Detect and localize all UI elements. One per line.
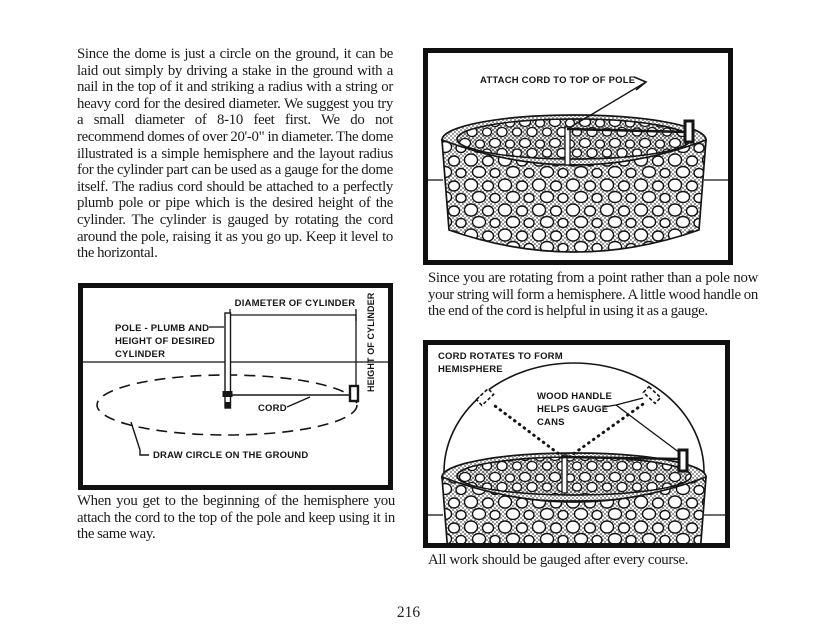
caption-gauge-every-course: All work should be gauged after every course. xyxy=(428,552,689,568)
pole-foot xyxy=(225,402,231,408)
paragraph-hemisphere-start: When you get to the beginning of the hemisphere you attach the cord to the top of the pole and keep using it in the same way. xyxy=(77,493,395,543)
cord-rotates-label-line2: HEMISPHERE xyxy=(438,364,503,375)
layout-diagram-frame xyxy=(78,283,393,490)
paragraph-hemisphere-gauge: Since you are rotating from a point rather than a pole now your string will form a hemisphere. A little wood handle on the end of the cord is helpful in using it as a gauge. xyxy=(428,270,758,320)
height-label: HEIGHT OF CYLINDER xyxy=(366,292,376,392)
attach-cord-label: ATTACH CORD TO TOP OF POLE xyxy=(480,75,636,86)
cylinder-diagram xyxy=(428,53,728,260)
cylinder-inner-cans xyxy=(457,457,691,495)
cord-handle xyxy=(685,121,693,142)
pole xyxy=(562,455,567,493)
page-number: 216 xyxy=(396,604,421,621)
wood-handle-label-line3: CANS xyxy=(537,417,565,428)
dome-diagram-frame xyxy=(423,340,730,548)
dome-diagram xyxy=(428,345,725,543)
draw-circle-label: DRAW CIRCLE ON THE GROUND xyxy=(153,450,309,461)
cord-rotates-label-line1: CORD ROTATES TO FORM xyxy=(438,351,563,362)
pole-label-line2: HEIGHT OF DESIRED xyxy=(115,336,215,347)
cord-handle xyxy=(679,450,687,471)
pole xyxy=(565,127,570,165)
cord-anchor xyxy=(223,391,233,397)
paragraph-dome-layout: Since the dome is just a circle on the ground, it can be laid out simply by driving a stake in the ground with a nail in the top of it and striking a radius with a string or heavy cord for the desired diameter. We suggest you try a small diameter of 8-10 feet first. We do not recommend domes of over 20'-0" in diameter. The dome illustrated is a simple hemisphere and the layout radius for the cylinder part can be used as a gauge for the dome itself. The radius cord should be attached to a perfectly plumb pole or pipe which is the desired height of the cylinder. The cylinder is gauged by rotating the cord around the pole, raising it as you go up. Keep it level to the horizontal. xyxy=(77,46,393,262)
wood-handle-label-line2: HELPS GAUGE xyxy=(537,404,609,415)
cylinder-diagram-frame xyxy=(423,48,733,265)
pole-label-line1: POLE - PLUMB AND xyxy=(115,323,210,334)
diameter-label: DIAMETER OF CYLINDER xyxy=(234,298,356,309)
wood-handle-label-line1: WOOD HANDLE xyxy=(537,391,613,402)
cord-handle xyxy=(350,386,358,401)
pole-label-line3: CYLINDER xyxy=(115,349,166,360)
layout-diagram xyxy=(83,288,388,485)
cord-label: CORD xyxy=(258,403,287,414)
cord-label-leader xyxy=(287,397,310,407)
